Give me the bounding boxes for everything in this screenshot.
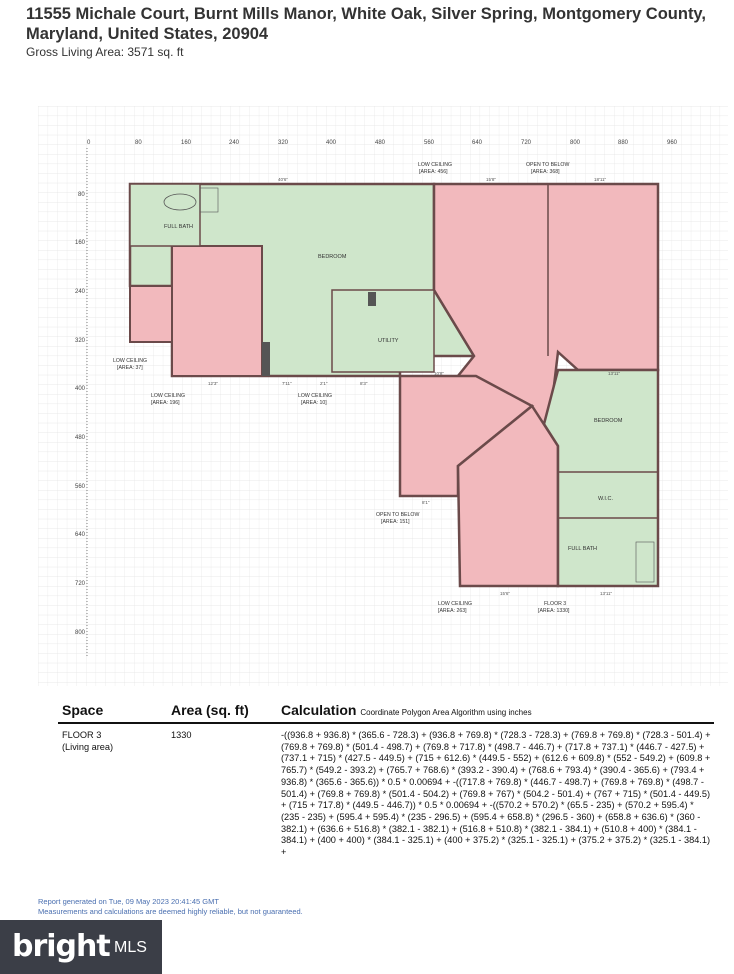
dimension-label: 15'8" (486, 177, 496, 182)
y-tick-label: 400 (75, 386, 86, 392)
dimension-label: 2'1" (320, 381, 328, 386)
area-label: LOW CEILING (113, 358, 148, 364)
area-label: LOW CEILING (298, 393, 333, 399)
dimension-label: 12'3" (208, 381, 218, 386)
header-calculation-sub: Coordinate Polygon Area Algorithm using inches (360, 708, 532, 717)
x-tick-label: 960 (667, 140, 678, 146)
room-label-full-bath: FULL BATH (164, 224, 194, 230)
area-value: [AREA: 196] (151, 400, 180, 406)
table-header (58, 700, 714, 724)
dimension-label: 8'3" (360, 381, 368, 386)
area-cell: 1330 (171, 730, 192, 740)
y-tick-label: 160 (75, 240, 86, 246)
area-value: [AREA: 10] (301, 400, 327, 406)
wall-block (368, 292, 376, 306)
x-tick-label: 80 (135, 140, 142, 146)
header-space: Space (62, 702, 104, 718)
x-tick-label: 160 (181, 140, 192, 146)
area-label: LOW CEILING (418, 162, 453, 168)
dimension-label: 13'11" (600, 591, 613, 596)
y-tick-label: 320 (75, 338, 86, 344)
header-calculation-text: Calculation (281, 702, 357, 718)
x-tick-label: 560 (424, 140, 435, 146)
area-value: [AREA: 37] (117, 365, 143, 371)
y-tick-label: 800 (75, 630, 86, 636)
utility-room (332, 290, 434, 372)
dimension-label: 13'11" (608, 371, 621, 376)
y-tick-label: 640 (75, 532, 86, 538)
report-footer (38, 897, 303, 917)
dimension-label: 40'6" (278, 177, 288, 182)
floor-area-value: [AREA: 1330] (538, 608, 570, 614)
logo-suffix: MLS (114, 939, 147, 956)
floor-label: FLOOR 3 (544, 601, 567, 607)
room-label-utility: UTILITY (378, 338, 399, 344)
floor-plan (38, 106, 728, 686)
x-tick-label: 320 (278, 140, 289, 146)
room-label-wic: W.I.C. (598, 496, 613, 502)
space-name: FLOOR 3 (62, 730, 102, 740)
y-tick-label: 480 (75, 435, 86, 441)
area-value: [AREA: 368] (531, 169, 560, 175)
area-value: [AREA: 151] (381, 519, 410, 525)
dimension-label: 7'11" (282, 381, 292, 386)
y-tick-label: 560 (75, 484, 86, 490)
room-label-bedroom: BEDROOM (594, 418, 623, 424)
space-cell (62, 730, 162, 753)
x-tick-label: 800 (570, 140, 581, 146)
report-generated-date: Report generated on Tue, 09 May 2023 20:41:45 GMT (38, 897, 219, 906)
header-calculation (281, 702, 532, 718)
table-row (58, 730, 714, 859)
dimension-label: 10'8" (434, 371, 444, 376)
dimension-label: 15'6" (500, 591, 510, 596)
x-tick-label: 240 (229, 140, 240, 146)
logo-wordmark: bright (12, 929, 110, 964)
y-tick-label: 720 (75, 581, 86, 587)
gross-living-area: Gross Living Area: 3571 sq. ft (26, 45, 184, 59)
x-tick-label: 400 (326, 140, 337, 146)
x-tick-label: 480 (375, 140, 386, 146)
area-label: OPEN TO BELOW (376, 512, 420, 518)
area-label: LOW CEILING (438, 601, 473, 607)
bedroom-right (544, 370, 658, 586)
x-tick-label: 0 (87, 140, 91, 146)
dimension-label: 18'11" (594, 177, 607, 182)
y-tick-label: 80 (78, 192, 85, 198)
area-label: LOW CEILING (151, 393, 186, 399)
room-label-bedroom: BEDROOM (318, 254, 347, 260)
y-tick-label: 240 (75, 289, 86, 295)
full-bath-room (130, 184, 200, 246)
room-label-full-bath: FULL BATH (568, 546, 598, 552)
dimension-label: 8'1" (422, 500, 430, 505)
report-header (26, 4, 726, 59)
x-tick-label: 720 (521, 140, 532, 146)
header-area: Area (sq. ft) (171, 702, 249, 718)
area-value: [AREA: 456] (419, 169, 448, 175)
space-type: (Living area) (62, 741, 114, 752)
area-table (58, 700, 714, 859)
area-label: OPEN TO BELOW (526, 162, 570, 168)
calculation-cell: -((936.8 + 936.8) * (365.6 - 728.3) + (936.8 + 769.8) * (728.3 - 728.3) + (769.8 + 769.8) * (728.3 - 501.4) + (769.8 + 769.8) * (501.4 - 498.7) + (769.8 + 717.8) * (498.7 - 446.7) + (717.8 + 737.1) * (446.7 - 427.5) + (737.1 + 715) * (427.5 - 449.5) + (715 + 612.6) * (449.5 - 552) + (612.6 + 609.8) * (552 - 549.2) + (609.8 + 765.7) * (549.2 - 393.2) + (765.7 + 768.6) * (393.2 - 390.4) + (768.6 + 793.4) * (390.4 - 365.6) + (793.4 + 936.8) * (365.6 - 365.6)) * 0.5 * 0.00694 + -((717.8 + 769.8) * (446.7 - 498.7) + (769.8 + 769.8) * (498.7 - 501.4) + (769.8 + 769.8) * (501.4 - 504.2) + (769.8 + 767) * (504.2 - 501.4) + (767 + 715) * (501.4 - 449.5) + (715 + 717.8) * (449.5 - 446.7)) * 0.5 * 0.00694 + -((570.2 + 570.2) * (65.5 - 235) + (570.2 + 595.4) * (235 - 235) + (595.4 + 595.4) * (235 - 296.5) + (595.4 + 658.8) * (296.5 - 360) + (658.8 + 636.6) * (360 - 382.1) + (636.6 + 516.8) * (382.1 - 382.1) + (516.8 + 510.8) * (382.1 - 384.1) + (510.8 + 400) * (384.1 - 384.1) + (400 + 400) * (384.1 - 325.1) + (400 + 375.2) * (325.1 - 325.1) + (375.2 + 375.2) * (325.1 - 384.1) + (281, 730, 711, 858)
x-tick-label: 640 (472, 140, 483, 146)
disclaimer: Measurements and calculations are deemed highly reliable, but not guaranteed. (38, 907, 303, 916)
area-value: [AREA: 263] (438, 608, 467, 614)
wall-block (262, 342, 270, 376)
low-ceiling-37 (130, 286, 172, 342)
low-ceiling-196 (172, 246, 262, 376)
property-address: 11555 Michale Court, Burnt Mills Manor, White Oak, Silver Spring, Montgomery County, Maryland, United States, 20904 (26, 5, 706, 43)
x-tick-label: 880 (618, 140, 629, 146)
floor-plan-drawing (38, 106, 728, 686)
bright-mls-logo (0, 920, 162, 974)
